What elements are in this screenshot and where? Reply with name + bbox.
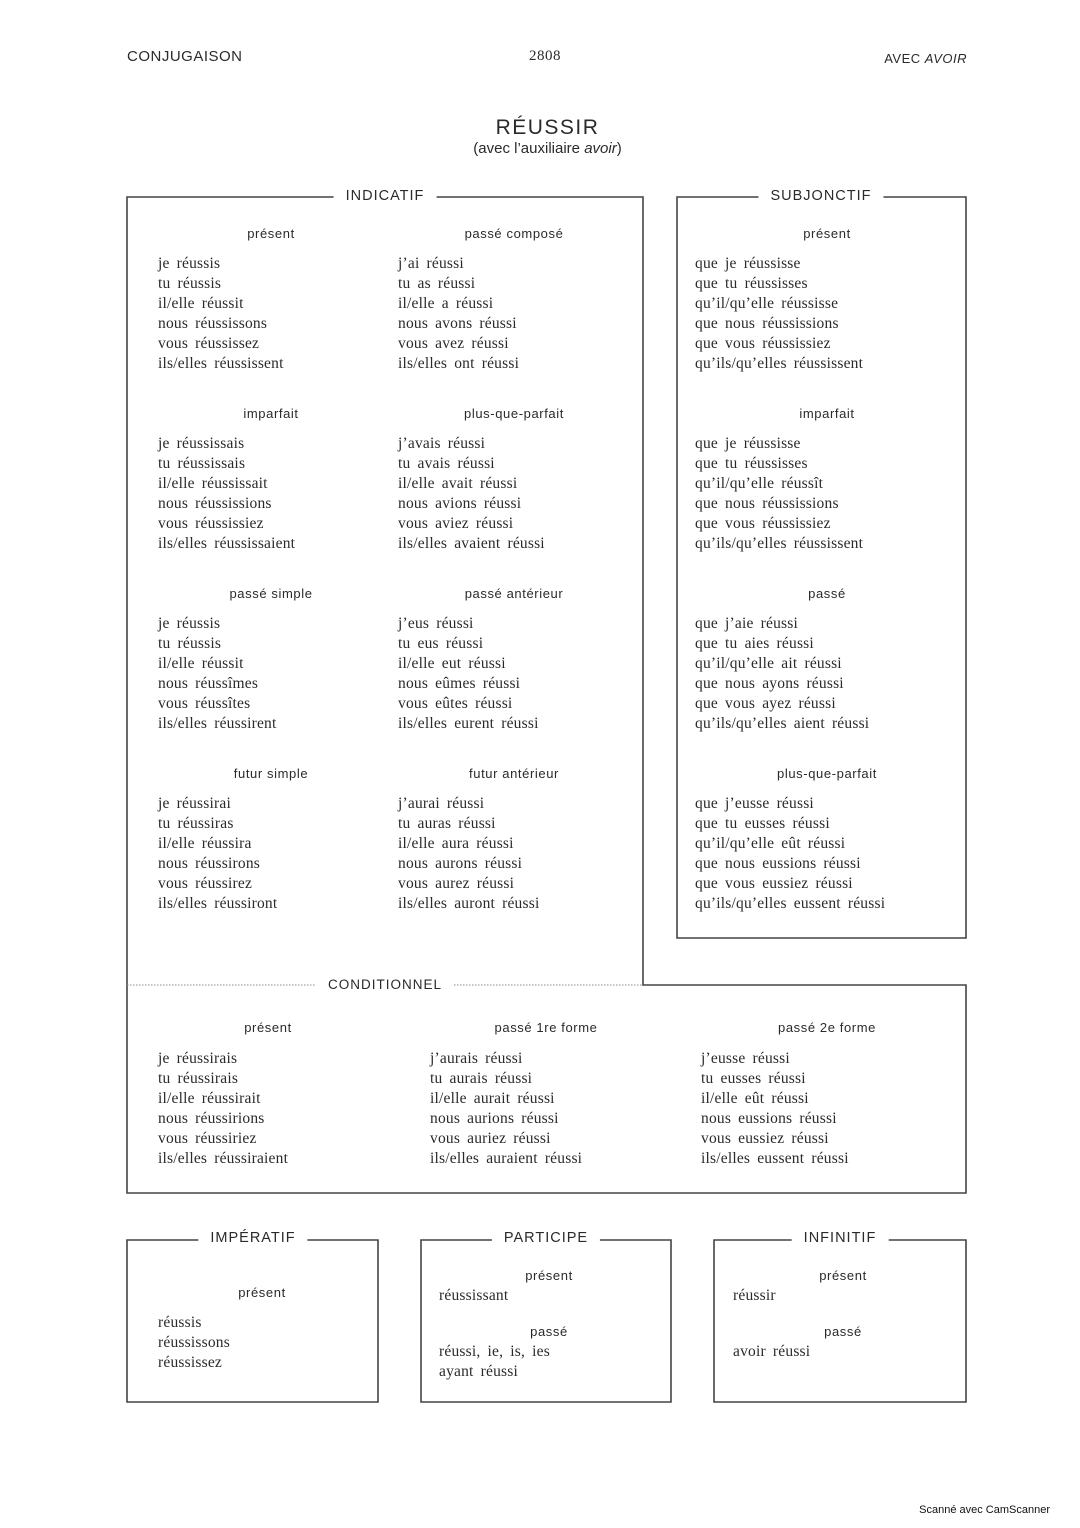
conjugated-form: je réussissais [158,435,245,452]
conjugated-form: vous eûtes réussi [398,695,513,712]
tense-label: passé simple [229,586,313,601]
conjugated-form: ils/elles eussent réussi [701,1150,849,1167]
section-conditionnel: CONDITIONNEL [316,977,454,992]
conjugated-form: j’avais réussi [398,435,486,452]
conjugated-form: ils/elles auraient réussi [430,1150,583,1167]
conjugated-form: il/elle avait réussi [398,475,518,492]
conjugated-form: qu’il/qu’elle réussisse [695,295,839,312]
tense-label: présent [819,1268,867,1283]
conjugated-form: nous aurons réussi [398,855,523,872]
conjugated-form: nous réussissons [158,315,268,332]
conjugated-form: vous auriez réussi [430,1130,551,1147]
conjugated-form: tu eusses réussi [701,1070,806,1087]
tense-label: futur simple [233,766,309,781]
conjugated-form: ils/elles réussiraient [158,1150,289,1167]
conjugated-form: je réussis [158,255,221,272]
conjugated-form: qu’il/qu’elle ait réussi [695,655,842,672]
verb-title: RÉUSSIR [495,116,600,139]
tense-label: passé 1re forme [494,1020,598,1035]
conjugated-form: j’aurai réussi [398,795,485,812]
subtitle-prefix: (avec l’auxiliaire [473,140,581,157]
tense-label: passé [824,1324,862,1339]
conjugated-form: que tu réussisses [695,275,808,292]
conjugated-form: que tu réussisses [695,455,808,472]
infinitif-frame [714,1240,966,1402]
conjugated-form: nous réussirons [158,855,261,872]
tense-label: présent [238,1285,286,1300]
tense-label: présent [525,1268,573,1283]
conjugated-form: que tu aies réussi [695,635,814,652]
running-header-left: CONJUGAISON [127,48,243,65]
conjugated-form: il/elle aurait réussi [430,1090,555,1107]
conjugated-form: que tu eusses réussi [695,815,830,832]
conjugated-form: il/elle réussissait [158,475,268,492]
conjugated-form: que je réussisse [695,255,801,272]
conjugated-form: tu as réussi [398,275,476,292]
conjugated-form: vous réussiriez [158,1130,257,1147]
tense-label: passé antérieur [464,586,564,601]
tense-label: imparfait [243,406,299,421]
conjugated-form: nous réussîmes [158,675,259,692]
conjugated-form: tu réussissais [158,455,246,472]
conjugated-form: j’eus réussi [398,615,474,632]
conjugated-form: réussissons [158,1334,230,1351]
conjugated-form: ayant réussi [439,1363,519,1380]
tense-label: imparfait [799,406,855,421]
conjugated-form: j’eusse réussi [701,1050,790,1067]
tense-label: passé [530,1324,568,1339]
conjugated-form: qu’ils/qu’elles eussent réussi [695,895,886,912]
conjugated-form: il/elle eût réussi [701,1090,809,1107]
conjugated-form: il/elle aura réussi [398,835,514,852]
conjugated-form: qu’il/qu’elle eût réussi [695,835,846,852]
tense-label: futur antérieur [469,766,559,781]
conjugated-form: tu réussis [158,275,222,292]
tense-label: plus-que-parfait [777,766,877,781]
conjugated-form: vous aviez réussi [398,515,514,532]
tense-label: passé composé [464,226,564,241]
conjugated-form: que nous eussions réussi [695,855,861,872]
section-indicatif: INDICATIF [334,188,437,204]
conjugated-form: qu’ils/qu’elles réussissent [695,535,864,552]
header-right-italic: AVOIR [924,51,967,66]
conjugated-form: que j’eusse réussi [695,795,814,812]
conjugated-form: que vous eussiez réussi [695,875,853,892]
conjugated-form: nous eussions réussi [701,1110,837,1127]
conjugated-form: je réussirai [158,795,231,812]
conjugated-form: réussi, ie, is, ies [439,1343,550,1360]
conjugated-form: tu eus réussi [398,635,484,652]
conjugated-form: que je réussisse [695,435,801,452]
conjugated-form: il/elle réussira [158,835,252,852]
subtitle-close: ) [616,140,622,157]
section-subjonctif: SUBJONCTIF [758,188,883,204]
conjugated-form: il/elle réussirait [158,1090,261,1107]
conjugated-form: vous aurez réussi [398,875,515,892]
subtitle-italic: avoir [584,140,617,157]
conjugated-form: vous réussirez [158,875,253,892]
conjugated-form: nous avions réussi [398,495,522,512]
section-imperatif: IMPÉRATIF [198,1230,307,1246]
conjugated-form: tu aurais réussi [430,1070,533,1087]
conjugated-form: ils/elles auront réussi [398,895,540,912]
conjugated-form: ils/elles eurent réussi [398,715,539,732]
conjugated-form: ils/elles réussissaient [158,535,296,552]
tense-label: passé [808,586,846,601]
tense-label: présent [244,1020,292,1035]
conjugated-form: nous aurions réussi [430,1110,559,1127]
conjugated-form: tu auras réussi [398,815,496,832]
conjugated-form: il/elle eut réussi [398,655,506,672]
conjugated-form: qu’il/qu’elle réussît [695,475,824,492]
conjugated-form: nous réussirions [158,1110,265,1127]
conjugated-form: qu’ils/qu’elles réussissent [695,355,864,372]
conjugated-form: ils/elles réussissent [158,355,284,372]
conjugated-form: que nous réussissions [695,315,839,332]
conjugated-form: vous avez réussi [398,335,509,352]
conjugated-form: que vous réussissiez [695,335,831,352]
conjugated-form: ils/elles réussirent [158,715,277,732]
conjugated-form: que vous réussissiez [695,515,831,532]
conjugated-form: réussissant [439,1287,509,1304]
conjugated-form: ils/elles réussiront [158,895,278,912]
conjugated-form: tu réussiras [158,815,234,832]
tense-label: présent [803,226,851,241]
conjugated-form: j’ai réussi [398,255,464,272]
conjugated-form: ils/elles ont réussi [398,355,520,372]
page-number: 2808 [529,48,561,64]
conjugated-form: vous réussîtes [158,695,251,712]
conjugated-form: avoir réussi [733,1343,811,1360]
conjugated-form: il/elle a réussi [398,295,494,312]
conjugated-form: que nous réussissions [695,495,839,512]
conjugated-form: tu réussirais [158,1070,239,1087]
conjugated-form: j’aurais réussi [430,1050,523,1067]
conjugated-form: réussir [733,1287,776,1304]
scanner-footer: Scanné avec CamScanner [919,1504,1050,1516]
conjugated-form: vous réussissiez [158,515,264,532]
conjugated-form: que vous ayez réussi [695,695,836,712]
conjugated-form: je réussis [158,615,221,632]
section-infinitif: INFINITIF [792,1230,889,1246]
conjugated-form: vous réussissez [158,335,260,352]
conjugated-form: il/elle réussit [158,655,244,672]
conjugated-form: ils/elles avaient réussi [398,535,545,552]
tense-label: présent [247,226,295,241]
tense-label: passé 2e forme [777,1020,877,1035]
header-right-prefix: AVEC [884,51,921,66]
conjugated-form: vous eussiez réussi [701,1130,829,1147]
conjugated-form: je réussirais [158,1050,238,1067]
conjugated-form: que j’aie réussi [695,615,799,632]
conjugated-form: tu avais réussi [398,455,495,472]
conjugated-form: il/elle réussit [158,295,244,312]
section-participe: PARTICIPE [492,1230,600,1246]
tense-label: plus-que-parfait [464,406,564,421]
conjugated-form: tu réussis [158,635,222,652]
conjugated-form: nous réussissions [158,495,272,512]
conjugated-form: réussissez [158,1354,222,1371]
conjugated-form: nous eûmes réussi [398,675,521,692]
conjugated-form: que nous ayons réussi [695,675,844,692]
conjugated-form: réussis [158,1314,202,1331]
conjugated-form: qu’ils/qu’elles aient réussi [695,715,870,732]
conjugated-form: nous avons réussi [398,315,517,332]
